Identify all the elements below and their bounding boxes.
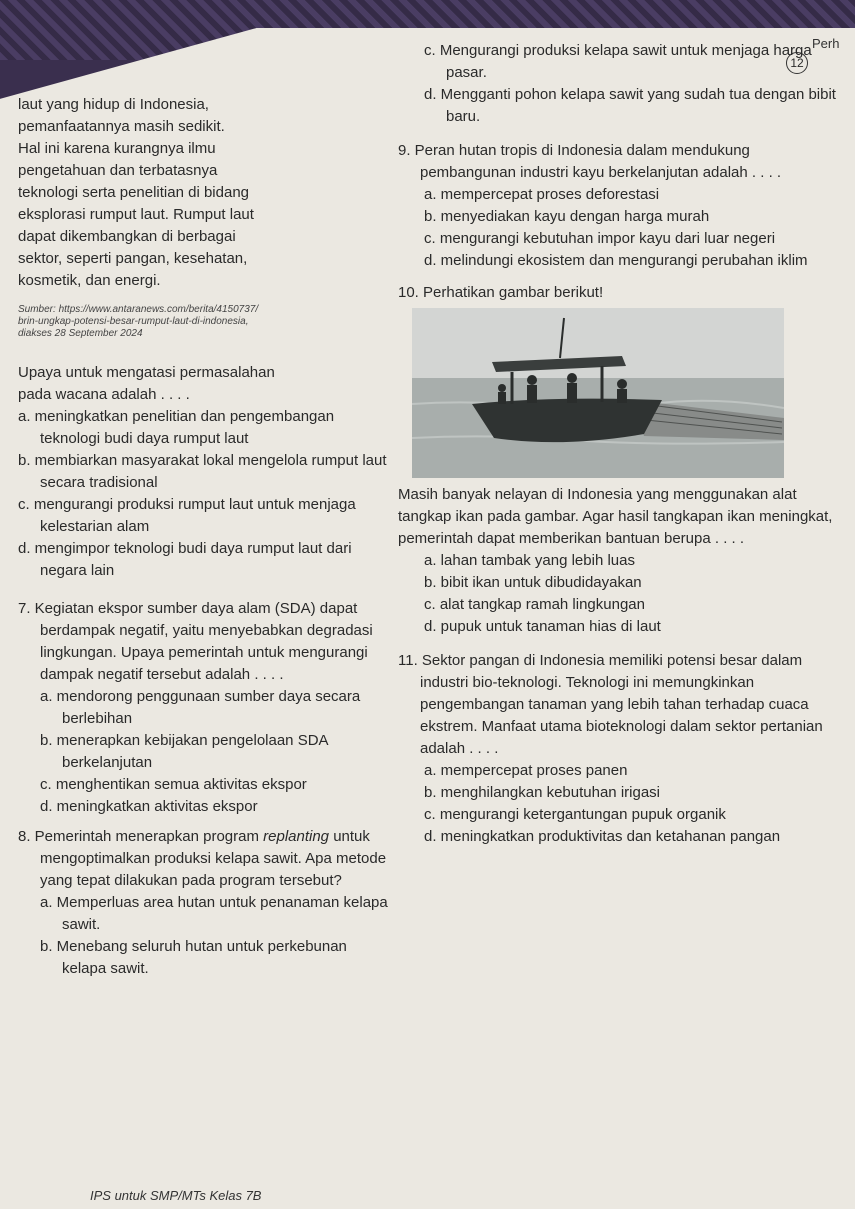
question-8-option-b[interactable]: b. Menebang seluruh hutan untuk perkebunan kelapa sawit. — [40, 938, 347, 977]
passage-line: teknologi serta penelitian di bidang — [18, 184, 249, 201]
right-column — [398, 40, 838, 848]
question-10-stem: Masih banyak nelayan di Indonesia yang menggunakan alat tangkap ikan pada gambar. Agar hasil tangkapan ikan meningkat, pemerintah dapat memberikan bantuan berupa . . . . — [398, 486, 833, 547]
question-11-option-a[interactable]: a. mempercepat proses panen — [424, 762, 628, 779]
question-11-option-c[interactable]: c. mengurangi ketergantungan pupuk organik — [424, 806, 726, 823]
question-8 — [18, 826, 388, 980]
passage-line: laut yang hidup di Indonesia, — [18, 96, 209, 113]
question-10-option-d[interactable]: d. pupuk untuk tanaman hias di laut — [424, 618, 661, 635]
question-10 — [398, 282, 838, 638]
fishing-boat-illustration — [412, 308, 784, 478]
question-8-stem-part: 8. Pemerintah menerapkan program — [18, 828, 264, 845]
question-8-option-a[interactable]: a. Memperluas area hutan untuk penanaman kelapa sawit. — [40, 894, 388, 933]
source-line: brin-ungkap-potensi-besar-rumput-laut-di-indonesia, — [18, 316, 249, 327]
passage-line: dapat dikembangkan di berbagai — [18, 228, 236, 245]
page-number-badge: 12 — [786, 52, 808, 74]
question-8-stem-part: untuk mengoptimalkan produksi kelapa sawit. Apa metode yang tepat dilakukan pada program tersebut? — [40, 828, 387, 889]
passage-line: kosmetik, dan energi. — [18, 272, 161, 289]
question-6-option-b[interactable]: b. membiarkan masyarakat lokal mengelola rumput laut secara tradisional — [18, 452, 387, 491]
question-11-stem: 11. Sektor pangan di Indonesia memiliki potensi besar dalam industri bio-teknologi. Teknologi ini memungkinkan pengembangan tanaman yang lebih tahan terhadap cuaca ekstrem. Manfaat utama bioteknologi dalam sektor pertanian adalah . . . . — [398, 652, 823, 757]
question-10-option-b[interactable]: b. bibit ikan untuk dibudidayakan — [424, 574, 642, 591]
source-citation — [18, 304, 388, 340]
passage-line: pengetahuan dan terbatasnya — [18, 162, 218, 179]
question-8-stem-italic: replanting — [263, 828, 330, 845]
question-6-stem-line: pada wacana adalah . . . . — [18, 386, 190, 403]
question-8-stem — [18, 826, 388, 892]
question-7-option-c[interactable]: c. menghentikan semua aktivitas ekspor — [40, 776, 307, 793]
fishing-boat-photo — [412, 308, 784, 478]
question-7-option-a[interactable]: a. mendorong penggunaan sumber daya secara berlebihan — [40, 688, 361, 727]
page-footer: IPS untuk SMP/MTs Kelas 7B — [90, 1188, 262, 1203]
question-7-stem: 7. Kegiatan ekspor sumber daya alam (SDA) dapat berdampak negatif, yaitu menyebabkan degradasi lingkungan. Upaya pemerintah untuk mengurangi dampak negatif tersebut adalah . . . . — [18, 600, 373, 683]
question-6-option-d[interactable]: d. mengimpor teknologi budi daya rumput laut dari negara lain — [18, 540, 352, 579]
question-11-option-b[interactable]: b. menghilangkan kebutuhan irigasi — [424, 784, 660, 801]
left-column — [18, 94, 388, 980]
passage-line: Hal ini karena kurangnya ilmu — [18, 140, 216, 157]
source-line: diakses 28 September 2024 — [18, 328, 143, 339]
question-11-option-d[interactable]: d. meningkatkan produktivitas dan ketahanan pangan — [424, 828, 781, 845]
question-9-option-b[interactable]: b. menyediakan kayu dengan harga murah — [424, 208, 710, 225]
question-9 — [398, 140, 838, 272]
question-6 — [18, 362, 388, 582]
question-6-option-a[interactable]: a. meningkatkan penelitian dan pengembangan teknologi budi daya rumput laut — [18, 408, 335, 447]
question-10-option-c[interactable]: c. alat tangkap ramah lingkungan — [424, 596, 645, 613]
page-header-label: Perh — [812, 36, 840, 51]
question-9-option-d[interactable]: d. melindungi ekosistem dan mengurangi perubahan iklim — [424, 252, 808, 269]
question-6-stem-line: Upaya untuk mengatasi permasalahan — [18, 364, 275, 381]
passage-line: eksplorasi rumput laut. Rumput laut — [18, 206, 254, 223]
question-11 — [398, 650, 838, 848]
question-7 — [18, 598, 388, 818]
question-8-option-d[interactable]: d. Mengganti pohon kelapa sawit yang sudah tua dengan bibit baru. — [424, 86, 836, 125]
question-9-option-c[interactable]: c. mengurangi kebutuhan impor kayu dari luar negeri — [424, 230, 776, 247]
question-9-option-a[interactable]: a. mempercepat proses deforestasi — [424, 186, 660, 203]
question-9-stem: 9. Peran hutan tropis di Indonesia dalam mendukung pembangunan industri kayu berkelanjutan adalah . . . . — [398, 142, 782, 181]
question-7-option-b[interactable]: b. menerapkan kebijakan pengelolaan SDA berkelanjutan — [40, 732, 328, 771]
source-line: Sumber: https://www.antaranews.com/berita/4150737/ — [18, 304, 259, 315]
question-10-option-a[interactable]: a. lahan tambak yang lebih luas — [424, 552, 635, 569]
question-8-continued — [398, 40, 838, 128]
question-8-option-c[interactable]: c. Mengurangi produksi kelapa sawit untuk menjaga harga pasar. — [424, 42, 812, 81]
question-7-option-d[interactable]: d. meningkatkan aktivitas ekspor — [40, 798, 258, 815]
passage-line: sektor, seperti pangan, kesehatan, — [18, 250, 248, 267]
question-6-option-c[interactable]: c. mengurangi produksi rumput laut untuk menjaga kelestarian alam — [18, 496, 356, 535]
question-10-title: 10. Perhatikan gambar berikut! — [398, 284, 604, 301]
passage-line: pemanfaatannya masih sedikit. — [18, 118, 225, 135]
reading-passage — [18, 94, 388, 292]
